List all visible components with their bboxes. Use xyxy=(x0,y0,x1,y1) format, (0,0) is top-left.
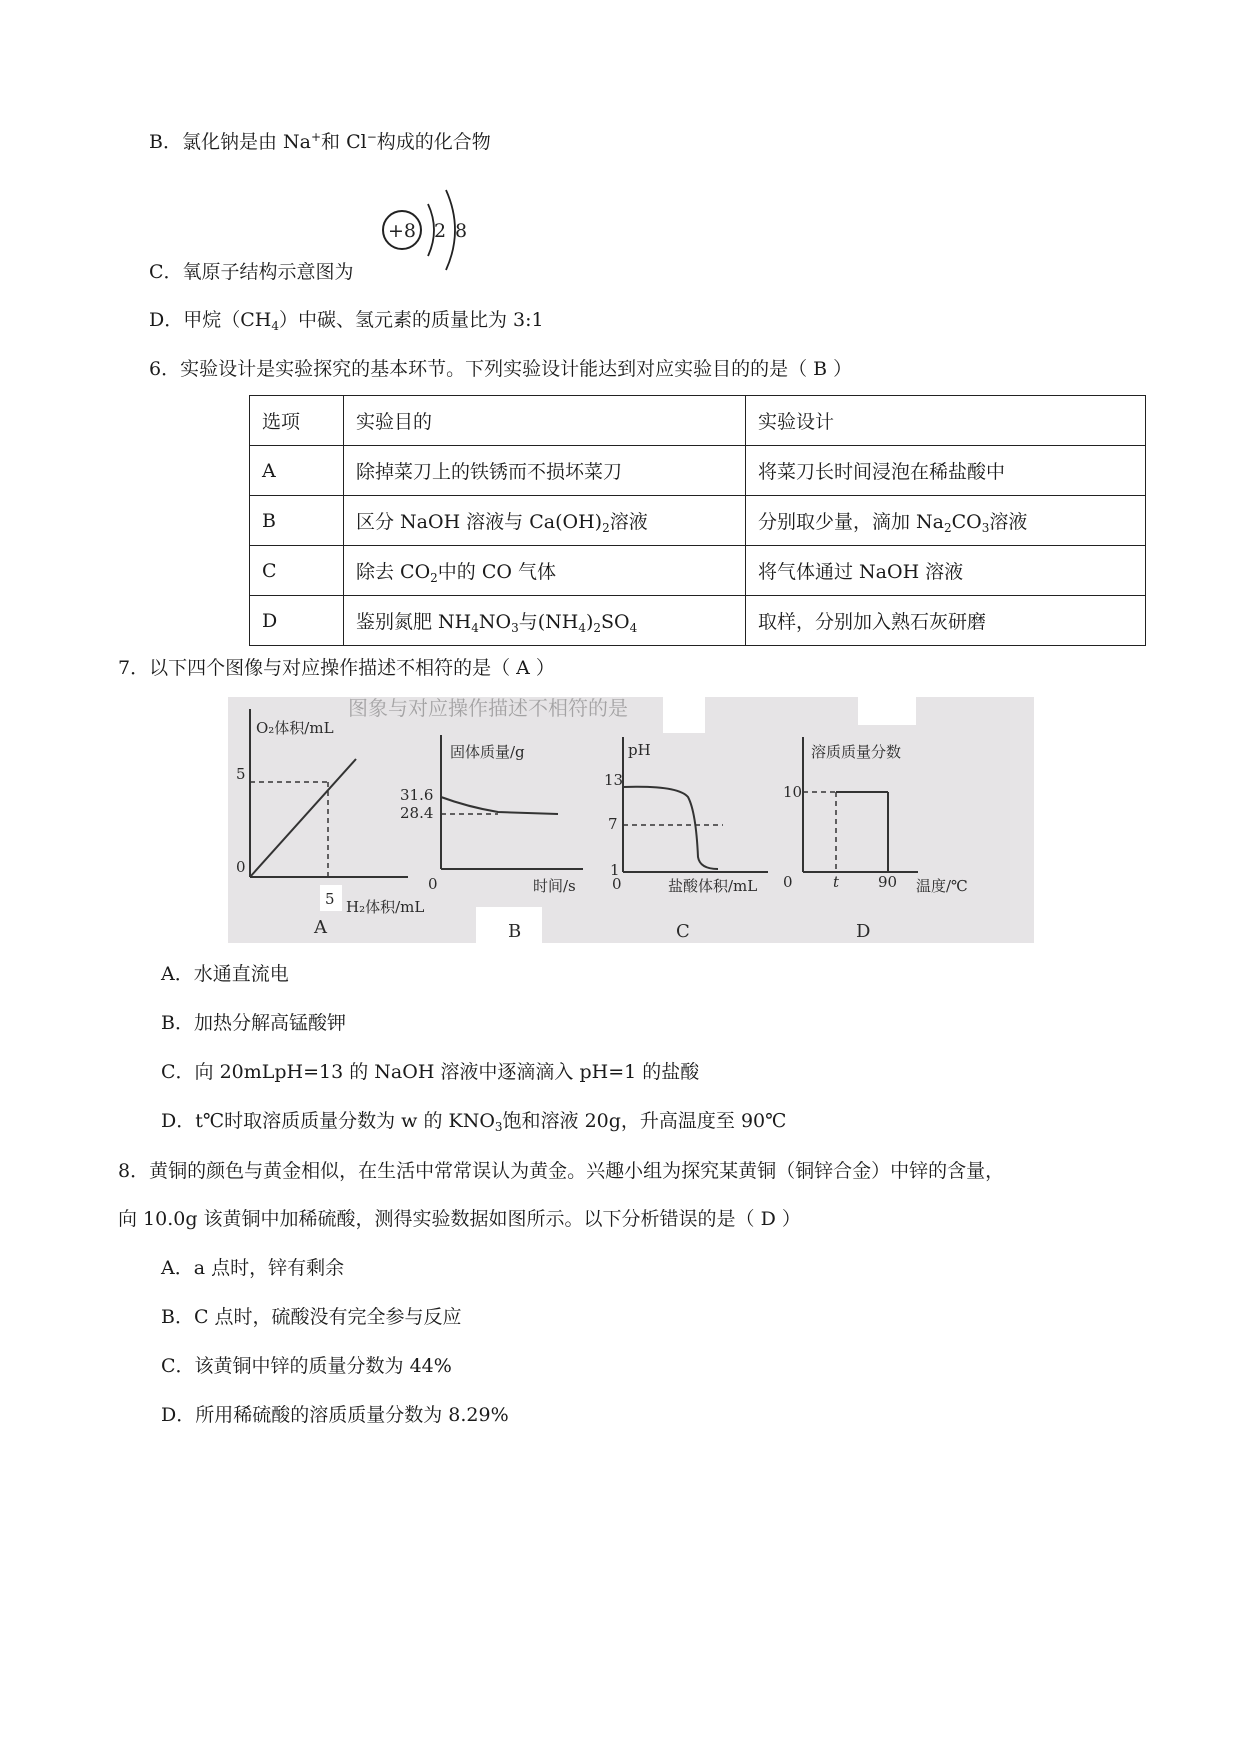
q7-stem: 7．以下四个图像与对应操作描述不相符的是（ A ） xyxy=(118,657,555,679)
row-option: C xyxy=(250,546,344,596)
shell-2-electrons: 8 xyxy=(454,220,468,242)
q5-option-b: B．氯化钠是由 Na+和 Cl−构成的化合物 xyxy=(149,130,491,153)
header-option: 选项 xyxy=(250,396,344,446)
graph-d-ylabel: 溶质质量分数 xyxy=(811,743,902,761)
graph-a-y5: 5 xyxy=(236,765,246,783)
graph-d-xt: t xyxy=(833,873,840,891)
nucleus-charge: +8 xyxy=(387,220,417,242)
row-design: 将菜刀长时间浸泡在稀盐酸中 xyxy=(746,446,1146,496)
row-goal: 鉴别氮肥 $NH_4NO_3$与$(NH_4)_2SO_4$ xyxy=(344,596,746,646)
graph-b-ylabel: 固体质量/g xyxy=(450,743,525,761)
header-design: 实验设计 xyxy=(746,396,1146,446)
graph-a-origin: 0 xyxy=(236,858,246,876)
graph-a-ylabel: O₂体积/mL xyxy=(256,719,334,737)
graph-c-origin: 0 xyxy=(612,875,622,893)
q8-option-d: D．所用稀硫酸的溶质质量分数为 8.29% xyxy=(161,1404,509,1426)
table-row xyxy=(250,446,1146,496)
graph-c-ylabel: pH xyxy=(628,741,651,759)
graph-c-caption: C xyxy=(676,921,690,942)
graph-b-origin: 0 xyxy=(428,875,438,893)
graph-d xyxy=(783,737,968,942)
graph-d-caption: D xyxy=(856,921,871,942)
table-row xyxy=(250,546,1146,596)
q7-option-d: D．t℃时取溶质质量分数为 w 的 $KNO_3$饱和溶液 20g，升高温度至 90℃ xyxy=(161,1110,787,1134)
q7-graphs xyxy=(228,697,1034,943)
graph-d-xlabel: 温度/℃ xyxy=(916,877,968,895)
table-header-row xyxy=(250,396,1146,446)
row-option: B xyxy=(250,496,344,546)
graph-c-xlabel: 盐酸体积/mL xyxy=(668,877,758,895)
row-goal: 除掉菜刀上的铁锈而不损坏菜刀 xyxy=(344,446,746,496)
q5-option-c: C．氧原子结构示意图为 xyxy=(149,261,354,283)
q6-stem: 6．实验设计是实验探究的基本环节。下列实验设计能达到对应实验目的的是（ B ） xyxy=(149,358,853,380)
graph-b-y1: 31.6 xyxy=(400,786,434,804)
graph-c-y1: 1 xyxy=(610,861,620,879)
experiment-table xyxy=(249,395,1146,646)
q5-option-d: D．甲烷$(CH_4)$中碳、氢元素的质量比为 3:1 xyxy=(149,309,544,333)
q7-graph-photo xyxy=(228,697,1034,943)
graph-b-y2: 28.4 xyxy=(400,804,434,822)
photo-top-text: 图象与对应操作描述不相符的是 xyxy=(348,697,628,720)
row-goal: 区分 NaOH 溶液与 $Ca(OH)_2$溶液 xyxy=(344,496,746,546)
row-design: 将气体通过 NaOH 溶液 xyxy=(746,546,1146,596)
row-option: D xyxy=(250,596,344,646)
graph-a-x5: 5 xyxy=(325,890,335,908)
q7-option-a: A．水通直流电 xyxy=(161,963,289,985)
header-goal: 实验目的 xyxy=(344,396,746,446)
oxygen-atom-diagram xyxy=(372,178,482,278)
q8-option-a: A．a 点时，锌有剩余 xyxy=(161,1257,345,1279)
q8-option-c: C．该黄铜中锌的质量分数为 44% xyxy=(161,1355,452,1377)
q7-option-c: C．向 20mLpH=13 的 NaOH 溶液中逐滴滴入 pH=1 的盐酸 xyxy=(161,1061,700,1083)
row-goal: 除去 $CO_2$中的 CO 气体 xyxy=(344,546,746,596)
graph-b-caption: B xyxy=(508,921,522,942)
graph-d-origin: 0 xyxy=(783,873,793,891)
graph-a-caption: A xyxy=(314,917,327,938)
graph-a xyxy=(236,709,424,938)
q8-option-b: B．C 点时，硫酸没有完全参与反应 xyxy=(161,1306,462,1328)
table-row xyxy=(250,596,1146,646)
graph-c-y7: 7 xyxy=(608,815,618,833)
graph-d-x90: 90 xyxy=(878,873,898,891)
shell-1-electrons: 2 xyxy=(433,220,447,242)
graph-b-xlabel: 时间/s xyxy=(533,877,576,895)
row-design: 取样，分别加入熟石灰研磨 xyxy=(746,596,1146,646)
graph-a-xlabel: H₂体积/mL xyxy=(346,898,425,916)
graph-d-y10: 10 xyxy=(783,783,803,801)
graph-c xyxy=(604,737,768,942)
graph-c-y13: 13 xyxy=(604,771,624,789)
row-design: 分别取少量，滴加 $Na_2CO_3$溶液 xyxy=(746,496,1146,546)
q7-option-b: B．加热分解高锰酸钾 xyxy=(161,1012,346,1034)
table-row xyxy=(250,496,1146,546)
q8-stem-line1: 8．黄铜的颜色与黄金相似，在生活中常常误认为黄金。兴趣小组为探究某黄铜（铜锌合金）中锌的含量， xyxy=(118,1160,1005,1182)
row-option: A xyxy=(250,446,344,496)
q8-stem-line2: 向 10.0g 该黄铜中加稀硫酸，测得实验数据如图所示。以下分析错误的是（ D ） xyxy=(118,1208,801,1230)
